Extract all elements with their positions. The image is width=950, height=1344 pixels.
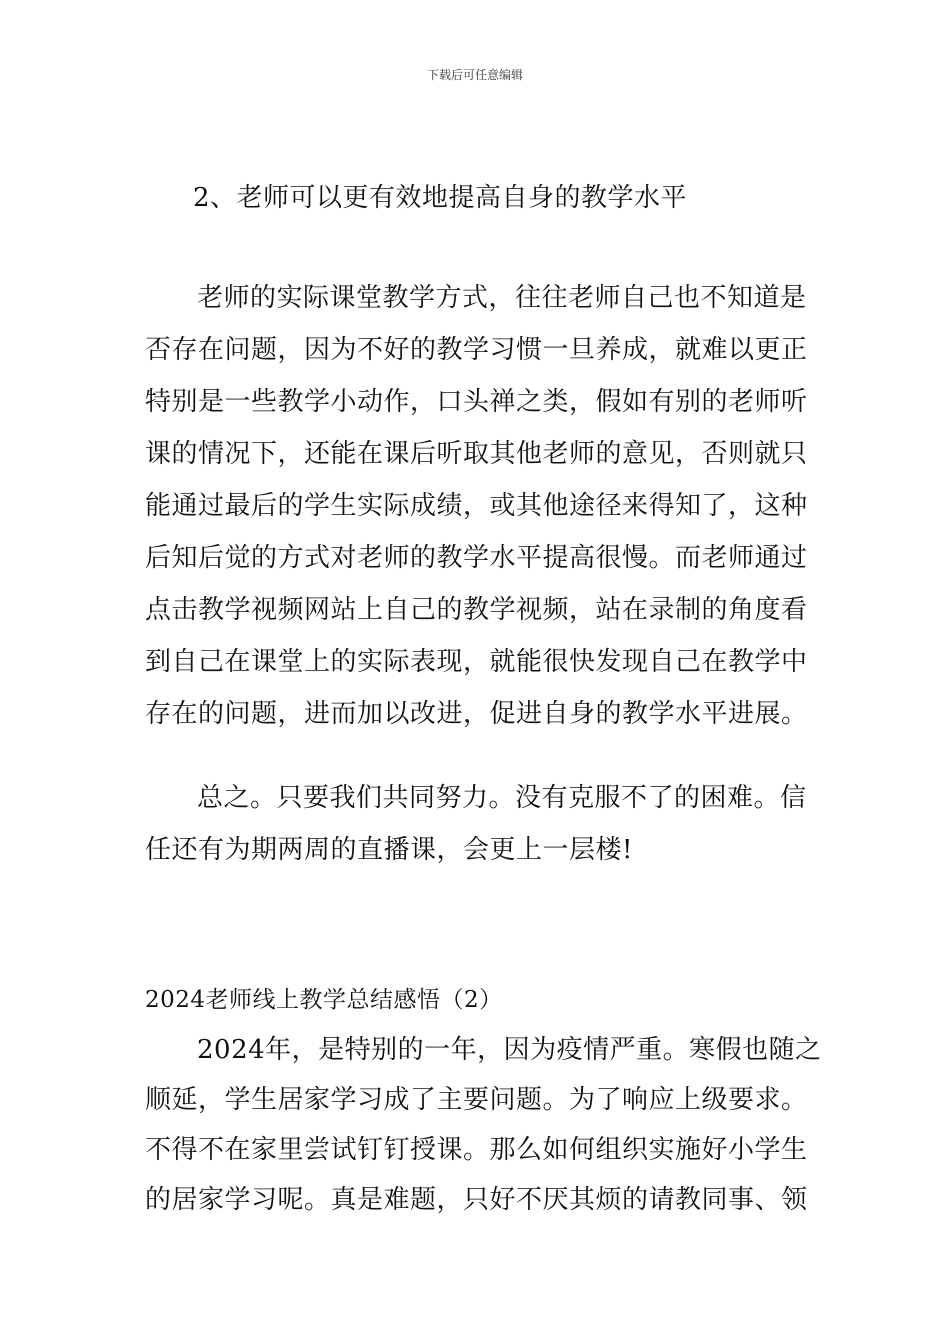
paragraph-line: 2024年，是特别的一年，因为疫情严重。寒假也随之 xyxy=(197,1035,822,1065)
paragraph-line: 老师的实际课堂教学方式，往往老师自己也不知道是 xyxy=(197,283,807,313)
section-title: 2、老师可以更有效地提高自身的教学水平 xyxy=(193,183,688,213)
paragraph-line: 到自己在课堂上的实际表现，就能很快发现自己在教学中 xyxy=(145,647,808,677)
paragraph-line: 不得不在家里尝试钉钉授课。那么如何组织实施好小学生 xyxy=(145,1135,808,1165)
paragraph-line: 后知后觉的方式对老师的教学水平提高很慢。而老师通过 xyxy=(145,543,808,573)
page-header: 下载后可任意编辑 xyxy=(426,68,523,82)
paragraph-line: 总之。只要我们共同努力。没有克服不了的困难。信 xyxy=(197,783,807,813)
paragraph-line: 课的情况下，还能在课后听取其他老师的意见，否则就只 xyxy=(145,439,808,469)
paragraph-line: 的居家学习呢。真是难题，只好不厌其烦的请教同事、领 xyxy=(145,1185,808,1215)
paragraph-line: 任还有为期两周的直播课，会更上一层楼! xyxy=(145,835,633,865)
paragraph-line: 能通过最后的学生实际成绩，或其他途径来得知了，这种 xyxy=(145,491,808,521)
paragraph-line: 点击教学视频网站上自己的教学视频，站在录制的角度看 xyxy=(145,595,808,625)
paragraph-line: 特别是一些教学小动作，口头禅之类，假如有别的老师听 xyxy=(145,387,808,417)
article-title: 2024老师线上教学总结感悟（2） xyxy=(145,987,503,1013)
paragraph-line: 顺延，学生居家学习成了主要问题。为了响应上级要求。 xyxy=(145,1085,808,1115)
paragraph-line: 存在的问题，进而加以改进，促进自身的教学水平进展。 xyxy=(145,699,808,729)
paragraph-line: 否存在问题，因为不好的教学习惯一旦养成，就难以更正 xyxy=(145,335,808,365)
